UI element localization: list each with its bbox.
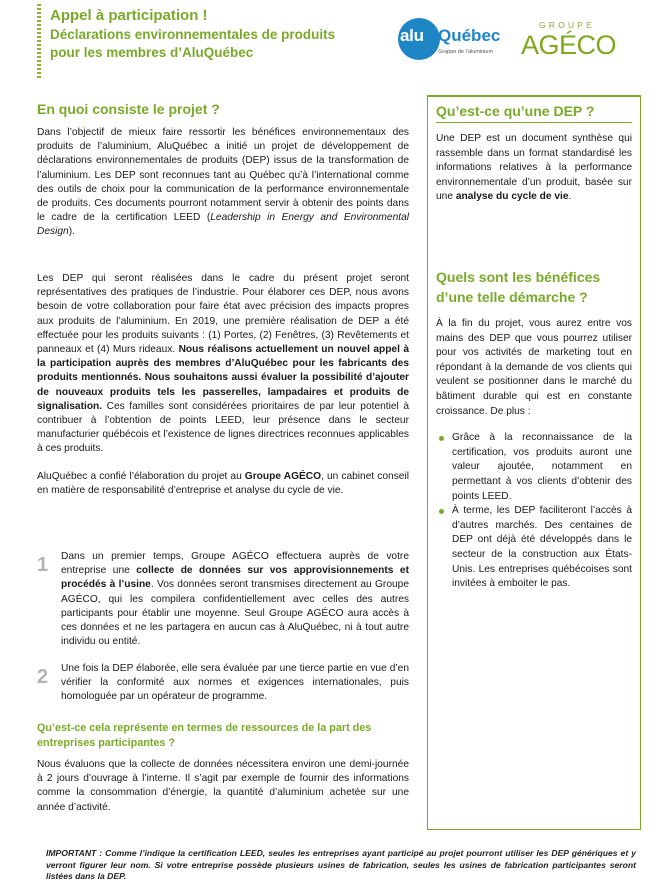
step-1 xyxy=(37,550,409,649)
sidebar-heading-rule xyxy=(436,122,632,123)
paragraph-intro: Dans l’objectif de mieux faire ressortir les bénéfices environnementaux des produits de l’aluminium, AluQuébec a initié un projet de développement de déclarations environnementales de produits (DEP) issus de la transformation de l’aluminium. Les DEP sont reconnues tant au Québec qu’à l’international comme des outils de choix pour la communication de la performance environnementale de produits. Ces documents pourront notamment servir à obtenir des points dans le cadre de la certification LEED (Leadership in Energy and Environmental Design). xyxy=(37,127,410,238)
call-to-participate-text: Nous réalisons actuellement un nouvel appel à la participation auprès des membres d’AluQuébec pour les fabricants des produits mentionnés. Nous souhaitons aussi évaluer la possibilité d’ajouter de nouveaux produits tels les passerelles, lampadaires et produits de signalisation. xyxy=(37,344,409,412)
sidebar-benefits-list xyxy=(436,431,632,592)
header-title-block xyxy=(50,6,390,62)
step-2-number: 2 xyxy=(37,666,49,688)
ageco-logo xyxy=(521,20,631,68)
step-1-text: Dans un premier temps, Groupe AGÉCO effectuera auprès de votre entreprise une collecte de données sur vos approvisionnements et procédés à l’usine. Vos données seront transmises directement au Groupe AGÉCO, qui les compilera confidentiellement avec celles des autres participants pour établir une moyenne. Seul Groupe AGÉCO aura accès à ces données et ne les partagera en aucun cas à AluQuébec, ni à tout autre individu ou entité. xyxy=(61,551,409,648)
paragraph-dep-realisation: Les DEP qui seront réalisées dans le cadre du présent projet seront représentatives des pratiques de l’industrie. Pour élaborer ces DEP, nous avons besoin de votre collaboration pour faire état avec précision des impacts propres aux produits de l’aluminium. En 2019, une première réalisation de DEP a été effectuée pour les produits suivants : (1) Portes, (2) Fenêtres, (3) Revêtements et panneaux et (4) Murs rideaux. Nous réalisons actuellement un nouvel appel à la participation auprès des membres d’AluQuébec pour les fabricants des produits mentionnés. Nous souhaitons aussi évaluer la possibilité d’ajouter de nouveaux produits tels les passerelles, lampadaires et produits de signalisation. Ces familles sont considérées prioritaires de par leur potentiel à contribuer à l’obtention de points LEED, leur présence dans le secteur manufacturier québécois et l’existence de lignes directrices reconnues applicables à ces produits. xyxy=(37,273,409,455)
paragraph-resources: Nous évaluons que la collecte de données nécessitera environ une demi-journée à 2 jours d’ouvrage à l’interne. Il s’agit par exemple de fournir des informations comme la consommation d’énergie, la quantité d’aluminium achetée sur une année d’activité. xyxy=(37,759,409,813)
section-heading-project: En quoi consiste le projet ? xyxy=(37,101,220,117)
sidebar-heading-benefits: Quels sont les bénéfices d’une telle démarche ? xyxy=(436,269,601,305)
sidebar-box xyxy=(427,95,641,830)
aluquebec-logo-tagline: Grappe de l’aluminium xyxy=(438,49,494,55)
step-1-number: 1 xyxy=(37,554,49,576)
groupe-ageco-name: Groupe AGÉCO xyxy=(244,471,322,482)
paragraph-ageco: AluQuébec a confié l’élaboration du projet au Groupe AGÉCO, un cabinet conseil en matière de responsabilité d’entreprise et analyse du cycle de vie. xyxy=(37,471,409,497)
header-dotted-rule xyxy=(37,4,41,78)
page-subtitle-line2: pour les membres d’AluQuébec xyxy=(50,45,254,60)
sidebar-dep-definition: Une DEP est un document synthèse qui rassemble dans un format standardisé les informations relatives à la performance environnementale d’un produit, basée sur une analyse du cycle de vie. xyxy=(436,133,632,203)
aluquebec-logo xyxy=(398,18,508,68)
ageco-logo-name: AGÉCO xyxy=(521,30,617,60)
benefit-item: Grâce à la reconnaissance de la certification, vos produits auront une valeur ajoutée, notamment en permettant à vos clients d’obtenir des points LEED. xyxy=(436,431,632,504)
benefit-item: À terme, les DEP faciliteront l’accès à d’autres marchés. Des centaines de DEP ont déjà été développés dans le secteur de la construction aux États-Unis. Les entreprises québécoises sont invitées à emboiter le pas. xyxy=(436,504,632,592)
step-2 xyxy=(37,662,409,705)
ageco-logo-groupe: GROUPE xyxy=(539,20,596,30)
sidebar-benefits-section xyxy=(436,267,632,592)
page-header xyxy=(0,0,670,88)
sidebar-heading-dep: Qu’est-ce qu’une DEP ? xyxy=(436,103,595,119)
acv-term: analyse du cycle de vie xyxy=(455,191,569,203)
leed-expansion: Leadership in Energy and Environmental Design xyxy=(37,212,410,238)
subheading-resources: Qu’est-ce cela représente en termes de ressources de la part des entreprises participantes ? xyxy=(37,722,372,749)
page-subtitle-line1: Déclarations environnementales de produits xyxy=(50,27,336,42)
sidebar-benefits-intro: À la fin du projet, vous aurez entre vos mains des DEP que vous pourrez utiliser pour vos activités de marketing tout en répondant à la demande de vos clients qui veulent se positionner dans le marché du bâtiment durable qui est en constante croissance. De plus : xyxy=(436,318,632,417)
important-note: IMPORTANT : Comme l’indique la certification LEED, seules les entreprises ayant participé au projet pourront utiliser les DEP génériques et y verront figurer leur nom. Si votre entreprise possède plusieurs usines de fabrication, seules les usines de fabrication participantes seront listées dans la DEP. xyxy=(46,848,636,882)
aluquebec-logo-alu: alu xyxy=(400,26,424,45)
page-title: Appel à participation ! xyxy=(50,7,208,24)
sidebar-dep-section xyxy=(436,103,632,205)
step-2-text: Une fois la DEP élaborée, elle sera évaluée par une tierce partie en vue d’en vérifier la conformité aux normes et exigences internationales, puis homologuée par un opérateur de programme. xyxy=(61,663,409,703)
aluquebec-logo-quebec: Québec xyxy=(438,26,501,45)
